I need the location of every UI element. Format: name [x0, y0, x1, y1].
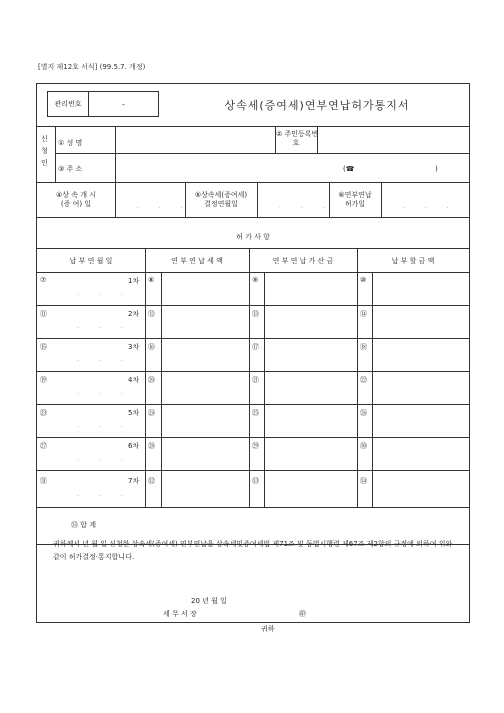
phone-prefix: (☎	[343, 165, 355, 173]
col-header-additional-charge: 연 부 연 납 가 산 금	[272, 257, 334, 265]
permit-date-label: ⑥연부연납 허가일	[338, 191, 372, 209]
address-field[interactable]	[116, 154, 356, 181]
decision-date-dots: · · ·	[279, 205, 334, 212]
amount-mark: ㉚	[360, 442, 367, 450]
tax-office-chief: 세 무 서 장	[163, 610, 197, 618]
permit-notice-form	[36, 83, 470, 633]
col-header-due-date: 납 부 연 월 일	[69, 257, 113, 265]
row-number: ⑲	[40, 376, 47, 384]
notice-date-line: 20 년 월 일	[191, 597, 227, 605]
installment-label: 5차	[128, 409, 140, 417]
col-header-payable-amount: 납 부 할 금 액	[391, 257, 435, 265]
amount-mark: ㉞	[360, 477, 367, 485]
charge-mark: ㉝	[252, 477, 259, 485]
management-number-value: -	[122, 99, 125, 109]
addressee-label: 귀하	[261, 625, 275, 633]
start-date-label: ④상 속 개 시 (증 여) 일	[56, 191, 96, 209]
installment-label: 7차	[128, 477, 140, 485]
installment-label: 1차	[128, 277, 140, 285]
installment-label: 4차	[128, 376, 140, 384]
amount-mark: ㉖	[360, 409, 367, 417]
row-number: ⑦	[40, 276, 47, 284]
row-date-dots: · · ·	[77, 391, 132, 398]
management-number-label: 관리번호	[48, 92, 89, 116]
charge-mark: ㉑	[252, 376, 259, 384]
form-caption: [별지 제12호 서식] (99.5.7. 개정)	[38, 63, 146, 71]
installment-label: 3차	[128, 343, 140, 351]
tax-mark: ㉘	[148, 442, 155, 450]
row-number: ⑪	[40, 310, 47, 318]
permit-notice-text: 귀하께서 년 월 일 신청한 상속세(증여세) 연부연납을 상속세및증여세법 제71조 및 동법시행령 제67조 제2항의 규정에 의하여 위와 같이 허가결정·통지합니다.	[53, 540, 453, 562]
amount-mark: ⑱	[360, 343, 367, 351]
permit-date-dots: · · ·	[403, 205, 458, 212]
amount-mark: ⑭	[360, 310, 367, 318]
start-date-dots: · · ·	[137, 205, 192, 212]
form-header	[37, 84, 469, 127]
form-title: 상속세(증여세)연부연납허가통지서	[224, 99, 410, 112]
tax-mark: ㉜	[148, 477, 155, 485]
tax-mark: ⑳	[148, 376, 155, 384]
tax-mark: ㉔	[148, 409, 155, 417]
row-date-dots: · · ·	[77, 493, 132, 500]
management-number-box	[47, 91, 159, 117]
amount-mark: ㉒	[360, 376, 367, 384]
total-label: ㉟ 합 계	[71, 521, 96, 529]
amount-mark: ⑩	[360, 276, 367, 284]
phone-suffix: )	[435, 165, 438, 173]
charge-mark: ⑬	[252, 310, 259, 318]
rrn-field[interactable]	[318, 127, 468, 152]
tax-mark: ⑫	[148, 310, 155, 318]
col-header-installment-tax: 연 부 연 납 세 액	[171, 257, 223, 265]
name-label: ① 성 명	[58, 139, 83, 147]
row-date-dots: · · ·	[77, 457, 132, 464]
row-date-dots: · · ·	[77, 424, 132, 431]
row-date-dots: · · ·	[77, 325, 132, 332]
charge-mark: ⑰	[252, 343, 259, 351]
applicant-group-label: 신 청 인	[41, 135, 48, 167]
section-title: 허 가 사 항	[236, 233, 270, 241]
charge-mark: ㉕	[252, 409, 259, 417]
row-date-dots: · · ·	[77, 292, 132, 299]
name-field[interactable]	[116, 127, 274, 152]
decision-date-label: ⑤상속세(증여세) 결정연월일	[194, 191, 248, 209]
tax-mark: ⑯	[148, 343, 155, 351]
rrn-label: ② 주민등록번 호	[276, 130, 319, 148]
row-number: ⑮	[40, 343, 47, 351]
address-label: ③ 주 소	[58, 165, 83, 173]
charge-mark: ⑨	[252, 276, 259, 284]
charge-mark: ㉙	[252, 442, 259, 450]
installment-label: 6차	[128, 442, 140, 450]
row-number: ㉛	[40, 477, 47, 485]
row-number: ㉗	[40, 442, 47, 450]
row-date-dots: · · ·	[77, 358, 132, 365]
tax-mark: ⑧	[148, 276, 155, 284]
row-number: ㉓	[40, 409, 47, 417]
installment-label: 2차	[128, 310, 140, 318]
seal-mark: ㊞	[299, 610, 306, 618]
